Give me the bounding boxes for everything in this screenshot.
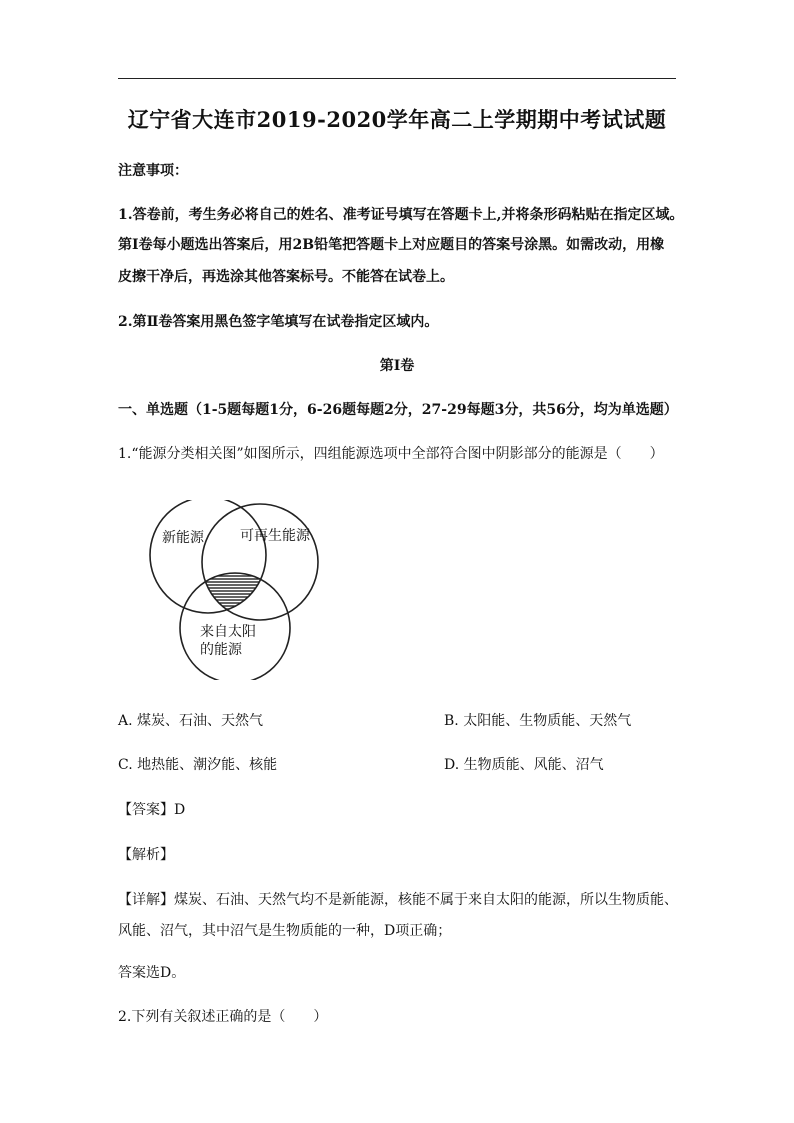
circle-new-energy bbox=[150, 500, 266, 613]
part-heading: 一、单选题（1-5题每题1分，6-26题每题2分，27-29每题3分，共56分，均为单选题） bbox=[118, 402, 678, 418]
page-title: 辽宁省大连市2019-2020学年高二上学期期中考试试题 bbox=[127, 107, 667, 132]
option-c: C. 地热能、潮汐能、核能 bbox=[118, 757, 278, 773]
option-a: A. 煤炭、石油、天然气 bbox=[118, 713, 264, 729]
circle-renewable-energy bbox=[202, 504, 318, 620]
notice-heading: 注意事项： bbox=[118, 163, 188, 179]
analysis-heading: 【解析】 bbox=[118, 847, 174, 863]
label-new-energy: 新能源 bbox=[162, 530, 204, 546]
notice-1-line-3: 皮擦干净后，再选涂其他答案标号。不能答在试卷上。 bbox=[118, 269, 454, 285]
answer: 【答案】D bbox=[118, 802, 186, 818]
question-2-stem: 2.下列有关叙述正确的是（ ） bbox=[118, 1009, 328, 1025]
header-rule bbox=[118, 78, 676, 79]
energy-venn-diagram bbox=[140, 500, 340, 680]
option-d: D. 生物质能、风能、沼气 bbox=[444, 757, 604, 773]
notice-1-line-2: 第Ⅰ卷每小题选出答案后，用2B铅笔把答题卡上对应题目的答案号涂黑。如需改动，用橡 bbox=[118, 237, 665, 253]
detail-line-1: 【详解】煤炭、石油、天然气均不是新能源，核能不属于来自太阳的能源，所以生物质能、 bbox=[118, 892, 678, 908]
section-title: 第Ⅰ卷 bbox=[379, 358, 415, 374]
label-renewable-energy: 可再生能源 bbox=[240, 528, 310, 544]
question-1-stem: 1.“能源分类相关图”如图所示，四组能源选项中全部符合图中阴影部分的能源是（ ） bbox=[118, 446, 664, 462]
label-solar-energy-line-1: 来自太阳 bbox=[200, 624, 256, 640]
option-b: B. 太阳能、生物质能、天然气 bbox=[444, 713, 632, 729]
conclusion: 答案选D。 bbox=[118, 965, 186, 981]
notice-2: 2.第Ⅱ卷答案用黑色签字笔填写在试卷指定区域内。 bbox=[118, 314, 439, 330]
detail-line-2: 风能、沼气，其中沼气是生物质能的一种，D项正确； bbox=[118, 923, 452, 939]
notice-1-line-1: 1.答卷前，考生务必将自己的姓名、准考证号填写在答题卡上,并将条形码粘贴在指定区域。 bbox=[118, 207, 684, 223]
label-solar-energy-line-2: 的能源 bbox=[200, 642, 242, 658]
